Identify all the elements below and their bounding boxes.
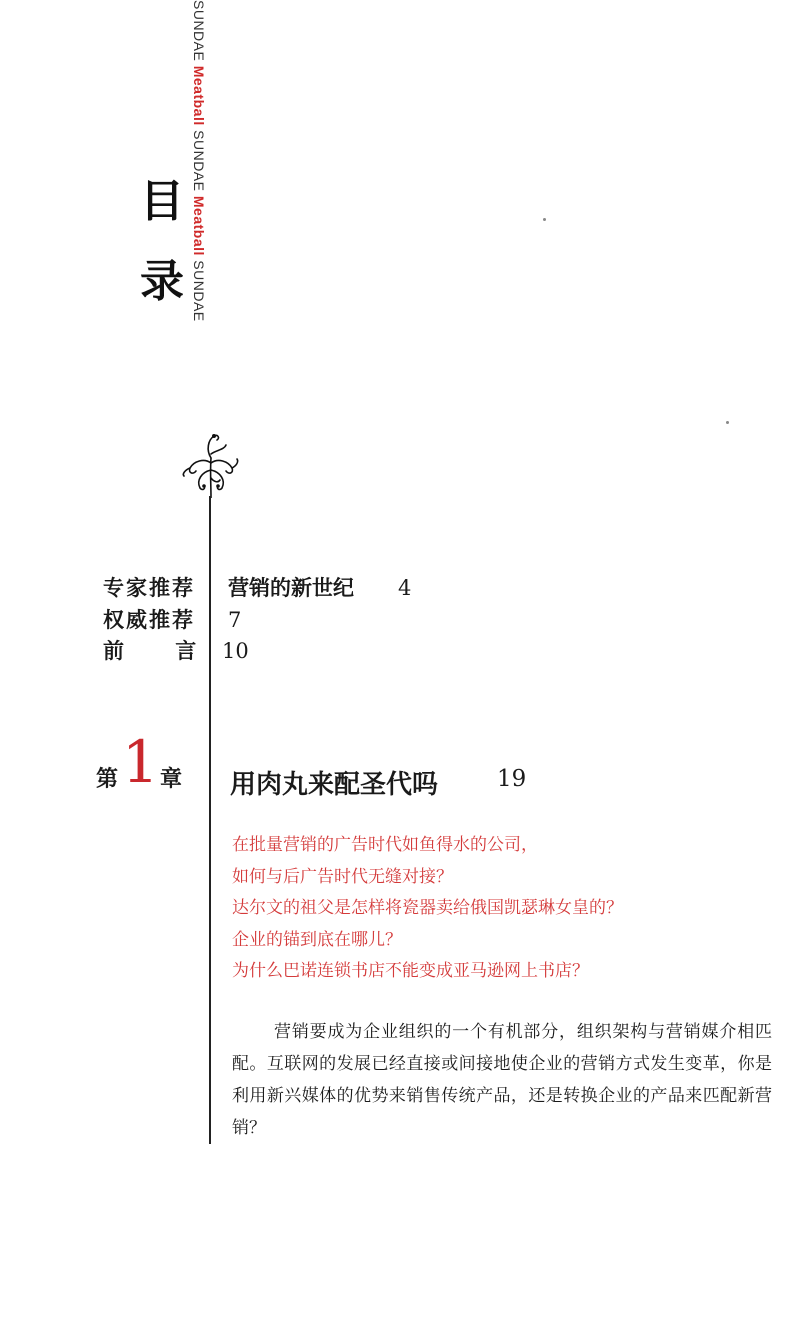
brand-word: SUNDAE: [191, 0, 207, 66]
scan-speck: [726, 421, 729, 424]
chapter-summary: 营销要成为企业组织的一个有机部分，组织架构与营销媒介相匹配。互联网的发展已经直接或间接地使企业的营销方式发生变革，你是利用新兴媒体的优势来销售传统产品，还是转换企业的产品来匹配新营销？: [232, 1022, 772, 1138]
brand-word-accent: Meatball: [191, 65, 207, 126]
brand-word: SUNDAE: [191, 255, 207, 322]
vertical-brand-strip: [190, 0, 208, 322]
toc-heading-char-2: 录: [140, 256, 184, 307]
front-matter-page: 10: [222, 639, 249, 663]
chapter-question: 在批量营销的广告时代如鱼得水的公司，: [232, 835, 538, 855]
chapter-question: 为什么巴诺连锁书店不能变成亚马逊网上书店？: [232, 961, 589, 981]
front-matter-page: 4: [398, 576, 412, 600]
chapter-suffix: 章: [160, 766, 183, 792]
brand-word: SUNDAE: [191, 125, 207, 196]
chapter-questions-list: [232, 830, 623, 988]
toc-heading-char-1: 目: [140, 176, 184, 227]
chapter-prefix: 第: [96, 766, 119, 792]
front-matter-page: 7: [228, 608, 242, 632]
chapter-number: 1: [122, 728, 159, 796]
chapter-question: 企业的锚到底在哪儿？: [232, 929, 402, 950]
brand-word-accent: Meatball: [191, 195, 207, 256]
floral-ornament-icon: [180, 428, 242, 498]
vertical-divider-line: [209, 496, 211, 1144]
chapter-title: 用肉丸来配圣代吗: [230, 770, 439, 800]
chapter-question: 如何与后广告时代无缝对接？: [232, 866, 453, 887]
front-matter-label: 权威推荐: [103, 607, 195, 632]
front-matter-label: 前 言: [103, 638, 219, 663]
front-matter-label: 专家推荐: [103, 575, 195, 600]
front-matter-title: 营销的新世纪: [228, 575, 354, 600]
chapter-question: 达尔文的祖父是怎样将瓷器卖给俄国凯瑟琳女皇的？: [232, 898, 623, 918]
scan-speck: [543, 218, 546, 221]
chapter-page-number: 19: [497, 766, 527, 792]
